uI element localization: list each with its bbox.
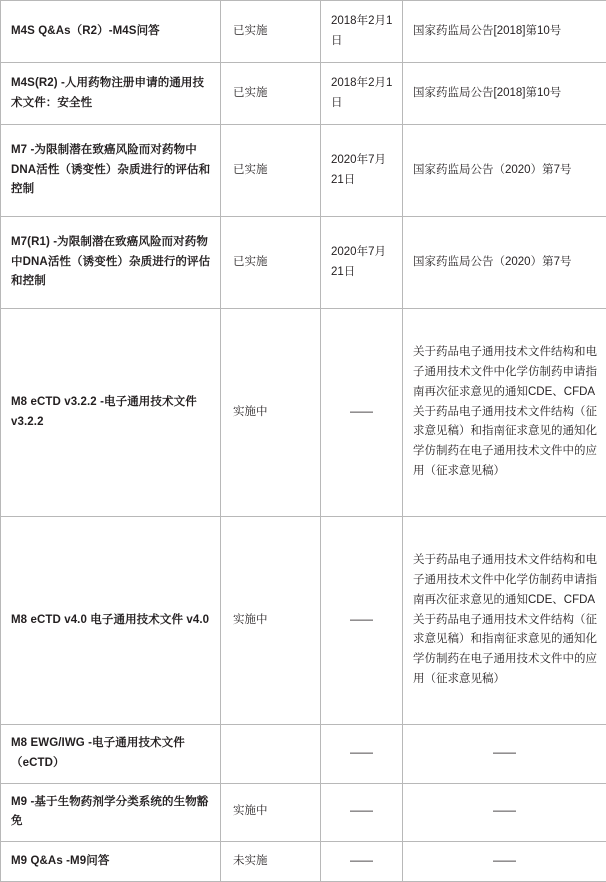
table-row: [1, 125, 606, 217]
table-row: [1, 783, 606, 842]
guideline-name-cell: M9 -基于生物药剂学分类系统的生物豁免: [1, 783, 221, 842]
reference-cell: 国家药监局公告（2020）第7号: [403, 217, 606, 309]
guideline-name-cell: M9 Q&As -M9问答: [1, 842, 221, 882]
reference-cell: ——: [403, 842, 606, 882]
table-row: [1, 309, 606, 517]
date-cell: ——: [321, 725, 403, 784]
table-row: [1, 217, 606, 309]
date-cell: 2018年2月1日: [321, 1, 403, 63]
table-row: [1, 517, 606, 725]
status-cell: 已实施: [221, 63, 321, 125]
table-row: [1, 63, 606, 125]
status-cell: 实施中: [221, 309, 321, 517]
reference-cell: ——: [403, 783, 606, 842]
date-cell: ——: [321, 309, 403, 517]
date-cell: 2018年2月1日: [321, 63, 403, 125]
guideline-name-cell: M8 eCTD v4.0 电子通用技术文件 v4.0: [1, 517, 221, 725]
status-cell: 已实施: [221, 125, 321, 217]
guideline-name-cell: M8 EWG/IWG -电子通用技术文件（eCTD）: [1, 725, 221, 784]
reference-cell: 关于药品电子通用技术文件结构和电子通用技术文件中化学仿制药申请指南再次征求意见的通知CDE、CFDA关于药品电子通用技术文件结构（征求意见稿）和指南征求意见的通知化学仿制药在电子通用技术文件中的应用（征求意见稿）: [403, 517, 606, 725]
guideline-name-cell: M4S Q&As（R2）-M4S问答: [1, 1, 221, 63]
date-cell: 2020年7月21日: [321, 125, 403, 217]
date-cell: 2020年7月21日: [321, 217, 403, 309]
guideline-name-cell: M7(R1) -为限制潜在致癌风险而对药物中DNA活性（诱变性）杂质进行的评估和控制: [1, 217, 221, 309]
guideline-name-cell: M7 -为限制潜在致癌风险而对药物中DNA活性（诱变性）杂质进行的评估和控制: [1, 125, 221, 217]
table-row: [1, 1, 606, 63]
date-cell: ——: [321, 783, 403, 842]
reference-cell: 国家药监局公告[2018]第10号: [403, 63, 606, 125]
status-cell: 实施中: [221, 783, 321, 842]
table-row: [1, 842, 606, 882]
reference-cell: ——: [403, 725, 606, 784]
guideline-name-cell: M8 eCTD v3.2.2 -电子通用技术文件 v3.2.2: [1, 309, 221, 517]
reference-cell: 国家药监局公告[2018]第10号: [403, 1, 606, 63]
date-cell: ——: [321, 842, 403, 882]
guideline-name-cell: M4S(R2) -人用药物注册申请的通用技术文件：安全性: [1, 63, 221, 125]
status-cell: 未实施: [221, 842, 321, 882]
status-cell: 已实施: [221, 1, 321, 63]
status-cell: 已实施: [221, 217, 321, 309]
status-cell: [221, 725, 321, 784]
table-body: [1, 1, 606, 882]
status-cell: 实施中: [221, 517, 321, 725]
table-row: [1, 725, 606, 784]
date-cell: ——: [321, 517, 403, 725]
reference-cell: 关于药品电子通用技术文件结构和电子通用技术文件中化学仿制药申请指南再次征求意见的通知CDE、CFDA关于药品电子通用技术文件结构（征求意见稿）和指南征求意见的通知化学仿制药在电子通用技术文件中的应用（征求意见稿）: [403, 309, 606, 517]
reference-cell: 国家药监局公告（2020）第7号: [403, 125, 606, 217]
